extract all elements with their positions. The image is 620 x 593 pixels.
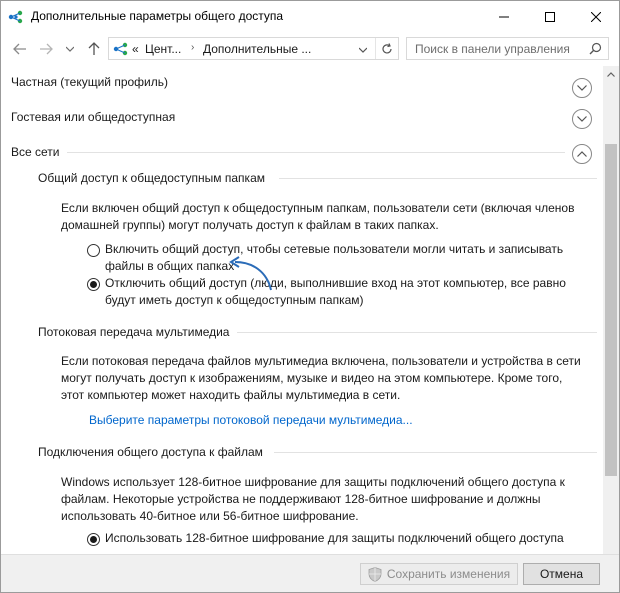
description-line: могут получать доступ к изображениям, музыке и видео на этом компьютере. Кроме того, — [61, 371, 563, 385]
media-streaming-options-link[interactable]: Выберите параметры потоковой передачи мультимедиа... — [89, 413, 413, 427]
chevron-right-icon[interactable]: › — [191, 42, 195, 53]
description-line: файлам. Некоторые устройства не поддерживают 128-битное шифрование и должны — [61, 492, 541, 506]
search-icon[interactable] — [589, 42, 602, 58]
address-segment-center[interactable]: Цент... — [145, 42, 182, 56]
file-sharing-description — [61, 474, 591, 525]
save-changes-label: Сохранить изменения — [386, 567, 511, 581]
cancel-label: Отмена — [539, 567, 584, 581]
network-icon — [8, 9, 24, 25]
footer-bar — [1, 554, 619, 592]
annotation-arrow-icon — [225, 254, 275, 292]
up-arrow-icon — [88, 42, 100, 56]
divider — [67, 152, 565, 153]
close-button[interactable] — [573, 1, 619, 32]
enable-public-sharing-label[interactable] — [105, 241, 585, 275]
divider — [274, 452, 597, 453]
option-line: Включить общий доступ, чтобы сетевые пользователи могли читать и записывать — [105, 242, 564, 256]
enable-public-sharing-radio[interactable] — [87, 244, 100, 257]
close-icon — [591, 12, 601, 22]
forward-button[interactable] — [37, 40, 55, 58]
description-line: домашней группы) могут получать доступ к файлам в таких папках. — [61, 218, 439, 232]
public-folders-heading: Общий доступ к общедоступным папкам — [38, 171, 265, 185]
public-folders-description — [61, 200, 591, 234]
description-line: Если потоковая передача файлов мультимедиа включена, пользователи и устройства в сети — [61, 354, 581, 368]
description-line: этот компьютер может находить файлы мультимедиа в сети. — [61, 388, 401, 402]
search-box[interactable] — [406, 37, 609, 60]
scrollbar-thumb[interactable] — [605, 144, 617, 476]
network-icon — [113, 41, 129, 57]
profile-private-header[interactable]: Частная (текущий профиль) — [11, 75, 169, 89]
cancel-button[interactable] — [523, 563, 600, 585]
navigation-bar — [1, 32, 619, 66]
settings-content — [1, 66, 603, 554]
address-bar[interactable] — [108, 37, 399, 60]
chevron-up-icon — [607, 72, 615, 77]
option-line: файлы в общих папках — [105, 259, 235, 273]
window-title: Дополнительные параметры общего доступа — [31, 9, 284, 23]
disable-public-sharing-radio[interactable] — [87, 278, 100, 291]
chevron-down-icon — [66, 46, 74, 52]
chevron-up-icon — [577, 151, 587, 157]
maximize-button[interactable] — [527, 1, 573, 32]
chevron-down-icon — [577, 85, 587, 91]
media-streaming-description — [61, 353, 591, 404]
minimize-icon — [499, 12, 509, 22]
scroll-up-button[interactable] — [603, 66, 619, 83]
forward-arrow-icon — [39, 43, 53, 55]
maximize-icon — [545, 12, 555, 22]
description-line: Если включен общий доступ к общедоступным папкам, пользователи сети (включая членов — [61, 201, 575, 215]
minimize-button[interactable] — [481, 1, 527, 32]
encryption-128-label[interactable]: Использовать 128-битное шифрование для защиты подключений общего доступа — [105, 531, 564, 545]
divider — [279, 178, 597, 179]
description-line: Windows использует 128-битное шифрование для защиты подключений общего доступа к — [61, 475, 565, 489]
profile-guest-header[interactable]: Гостевая или общедоступная — [11, 110, 176, 124]
address-dropdown-button[interactable] — [359, 42, 367, 56]
profile-all-networks-header[interactable]: Все сети — [11, 145, 60, 159]
expand-private-button[interactable] — [572, 78, 592, 98]
save-changes-button[interactable] — [360, 563, 518, 585]
expand-guest-button[interactable] — [572, 109, 592, 129]
divider — [237, 332, 597, 333]
back-arrow-icon — [13, 43, 27, 55]
refresh-icon — [381, 43, 393, 55]
vertical-scrollbar[interactable] — [603, 66, 619, 554]
back-button[interactable] — [11, 40, 29, 58]
address-overflow[interactable]: « — [132, 42, 139, 56]
address-segment-current[interactable]: Дополнительные ... — [203, 42, 312, 56]
encryption-128-radio[interactable] — [87, 533, 100, 546]
disable-public-sharing-label[interactable] — [105, 275, 585, 309]
up-button[interactable] — [85, 40, 103, 58]
collapse-all-networks-button[interactable] — [572, 144, 592, 164]
description-line: использовать 40-битное или 56-битное шифрование. — [61, 509, 359, 523]
file-sharing-heading: Подключения общего доступа к файлам — [38, 445, 263, 459]
media-streaming-heading: Потоковая передача мультимедиа — [38, 325, 230, 339]
chevron-down-icon — [359, 47, 367, 53]
chevron-down-icon — [577, 116, 587, 122]
option-line: будут иметь доступ к общедоступным папкам) — [105, 293, 364, 307]
refresh-button[interactable] — [375, 38, 398, 59]
recent-locations-button[interactable] — [61, 40, 79, 58]
option-line: Отключить общий доступ (люди, выполнившие вход на этот компьютер, все равно — [105, 276, 566, 290]
shield-icon — [368, 567, 382, 582]
search-input[interactable]: Поиск в панели управления — [415, 42, 570, 56]
title-bar — [1, 1, 619, 32]
